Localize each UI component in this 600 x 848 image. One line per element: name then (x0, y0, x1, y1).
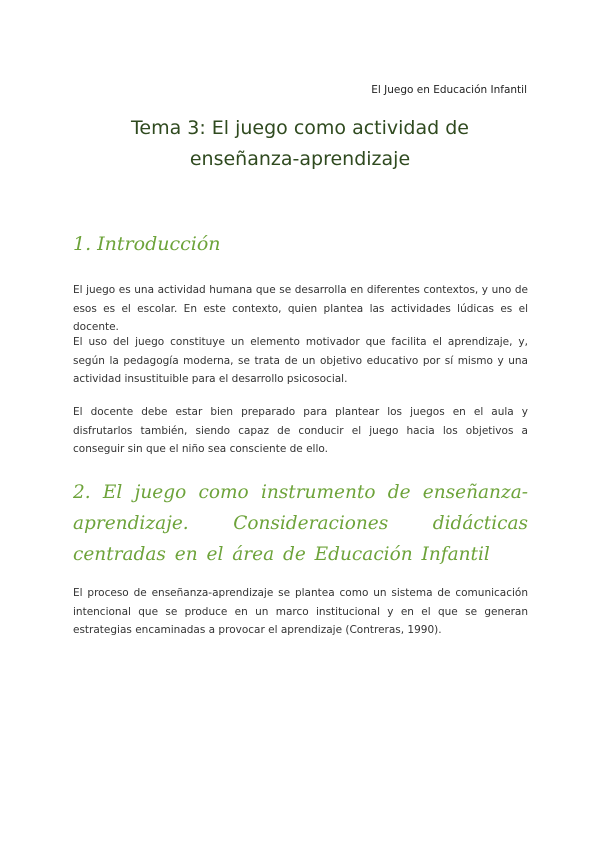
section-heading-introduccion: 1. Introducción (73, 233, 221, 255)
document-title (0, 113, 600, 175)
section-heading-juego-instrumento: 2. El juego como instrumento de enseñanza-aprendizaje. Consideraciones didácticas centradas en el área de Educación Infantil (73, 482, 528, 565)
paragraph: El docente debe estar bien preparado para plantear los juegos en el aula y disfrutarlos también, siendo capaz de conducir el juego hacia los objetivos a conseguir sin que el niño sea consciente de ello. (73, 406, 528, 455)
paragraph: El juego es una actividad humana que se desarrolla en diferentes contextos, y uno de esos es el escolar. En este contexto, quien plantea las actividades lúdicas es el docente. (73, 284, 528, 333)
title-line-1: Tema 3: El juego como actividad de (131, 117, 469, 139)
paragraph: El uso del juego constituye un elemento motivador que facilita el aprendizaje, y, según la pedagogía moderna, se trata de un objetivo educativo por sí mismo y una actividad insustituible para el desarrollo psicosocial. (73, 336, 528, 385)
title-line-2: enseñanza-aprendizaje (189, 148, 411, 170)
paragraph: El proceso de enseñanza-aprendizaje se plantea como un sistema de comunicación intencional que se produce en un marco institucional y en el que se generan estrategias encaminadas a provocar el aprendizaje (Contreras, 1990). (73, 587, 528, 636)
running-header: El Juego en Educación Infantil (371, 84, 527, 96)
